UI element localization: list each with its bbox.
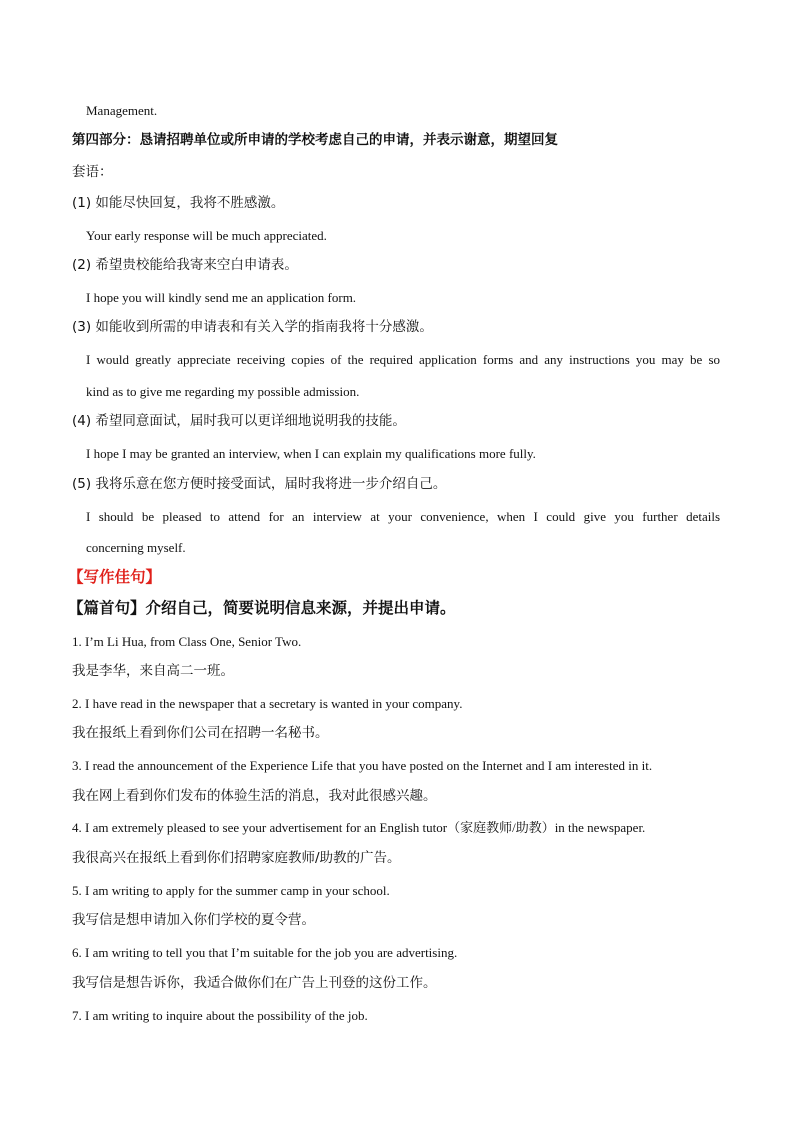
text-line: kind as to give me regarding my possible admission. bbox=[86, 384, 360, 399]
list-item: 4. I am extremely pleased to see your advertisement for an English tutor（家庭教师/助教）in the newspaper. bbox=[72, 820, 646, 835]
text-line: 我是李华，来自高二一班。 bbox=[72, 663, 234, 679]
text-line: I would greatly appreciate receiving copies of the required application forms and any instructions you may be so bbox=[86, 352, 720, 367]
text-line: 我很高兴在报纸上看到你们招聘家庭教师/助教的广告。 bbox=[72, 850, 401, 866]
section-heading: 第四部分：恳请招聘单位或所申请的学校考虑自己的申请，并表示谢意，期望回复 bbox=[72, 132, 558, 148]
text-line: 套语： bbox=[72, 164, 113, 180]
list-item: (2) 希望贵校能给我寄来空白申请表。 bbox=[72, 257, 298, 273]
list-item: 5. I am writing to apply for the summer camp in your school. bbox=[72, 883, 390, 898]
list-item: 6. I am writing to tell you that I’m suitable for the job you are advertising. bbox=[72, 945, 458, 960]
list-item: 7. I am writing to inquire about the possibility of the job. bbox=[72, 1008, 368, 1023]
subsection-title: 【篇首句】介绍自己，简要说明信息来源，并提出申请。 bbox=[68, 599, 456, 617]
text-line: Management. bbox=[86, 103, 158, 118]
list-item: 1. I’m Li Hua, from Class One, Senior Two. bbox=[72, 634, 302, 649]
text-line: concerning myself. bbox=[86, 540, 186, 555]
section-title: 【写作佳句】 bbox=[68, 568, 162, 586]
text-line: 我在网上看到你们发布的体验生活的消息，我对此很感兴趣。 bbox=[72, 788, 437, 804]
text-line: I hope I may be granted an interview, when I can explain my qualifications more fully. bbox=[86, 446, 536, 461]
text-line: I hope you will kindly send me an application form. bbox=[86, 290, 357, 305]
text-line: 我写信是想申请加入你们学校的夏令营。 bbox=[72, 912, 315, 928]
text-line: I should be pleased to attend for an interview at your convenience, when I could give you further details bbox=[86, 509, 720, 524]
text-line: 我写信是想告诉你，我适合做你们在广告上刊登的这份工作。 bbox=[72, 975, 437, 991]
list-item: (4) 希望同意面试，届时我可以更详细地说明我的技能。 bbox=[72, 413, 406, 429]
text-line: 我在报纸上看到你们公司在招聘一名秘书。 bbox=[72, 725, 329, 741]
list-item: 2. I have read in the newspaper that a secretary is wanted in your company. bbox=[72, 696, 463, 711]
text-line: Your early response will be much appreciated. bbox=[86, 228, 327, 243]
list-item: (3) 如能收到所需的申请表和有关入学的指南我将十分感激。 bbox=[72, 319, 433, 335]
list-item: (1) 如能尽快回复，我将不胜感激。 bbox=[72, 195, 285, 211]
list-item: 3. I read the announcement of the Experience Life that you have posted on the Internet and I am interested in it. bbox=[72, 758, 653, 773]
list-item: (5) 我将乐意在您方便时接受面试，届时我将进一步介绍自己。 bbox=[72, 476, 447, 492]
